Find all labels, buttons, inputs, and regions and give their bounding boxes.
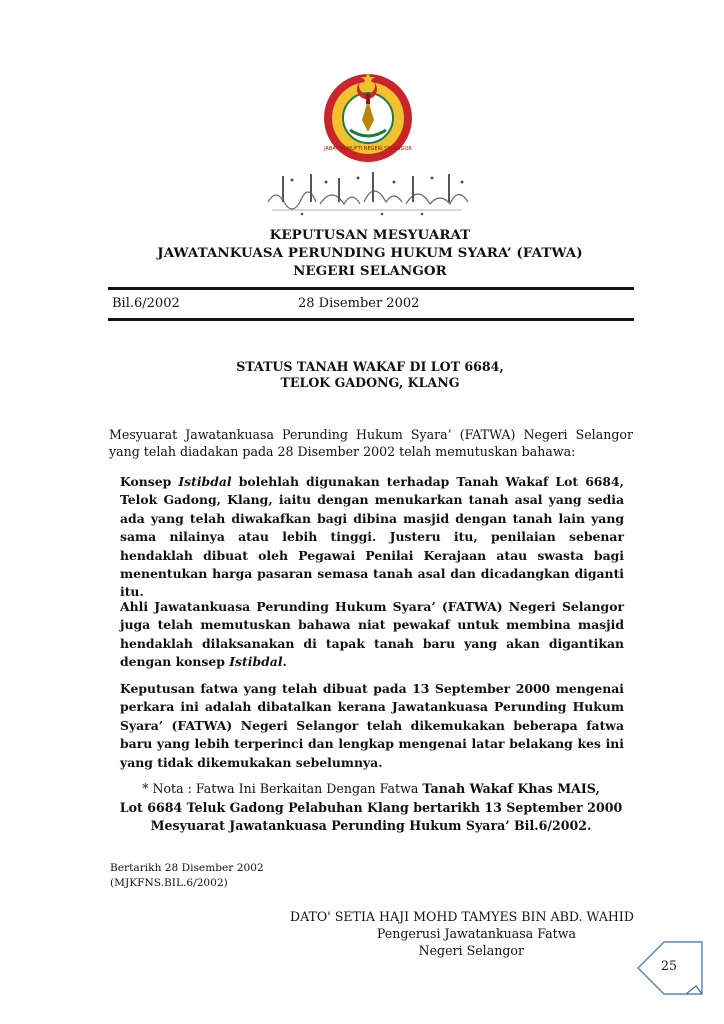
- meeting-date: 28 Disember 2002: [298, 296, 420, 311]
- signatory-state: Negeri Selangor: [418, 943, 524, 958]
- heading-line-2: JAWATANKUASA PERUNDING HUKUM SYARA’ (FATWA): [157, 245, 583, 261]
- bottom-rule: [108, 318, 634, 321]
- note-line-3: Mesyuarat Jawatankuasa Perunding Hukum Syara’ Bil.6/2002.: [150, 818, 592, 833]
- decision-paragraph-1: [120, 473, 624, 602]
- p2-text-after: .: [282, 654, 287, 670]
- heading-line-3: NEGERI SELANGOR: [293, 263, 447, 279]
- p2-istibdal: Istibdal: [229, 654, 283, 670]
- signatory-name: DATO' SETIA HAJI MOHD TAMYES BIN ABD. WAHID: [290, 909, 634, 924]
- jawi-calligraphy-text: [262, 168, 474, 220]
- dated-line: Bertarikh 28 Disember 2002: [110, 862, 264, 874]
- note-line-1: [108, 780, 634, 798]
- subject-title-line-2: TELOK GADONG, KLANG: [280, 375, 460, 390]
- subject-title-line-1: STATUS TANAH WAKAF DI LOT 6684,: [236, 359, 504, 374]
- p1-text-after: bolehlah digunakan terhadap Tanah Wakaf Lot 6684, Telok Gadong, Klang, iaitu dengan menukarkan tanah asal yang sedia ada yang telah diwakafkan bagi dibina masjid dengan tanah lain yang sama nilainya atau lebih tinggi. Justeru itu, penilaian sebenar hendaklah dibuat oleh Pegawai Penilai Kerajaan atau swasta bagi menentukan harga pasaran semasa tanah asal dan dicadangkan diganti itu.: [120, 474, 624, 600]
- decision-paragraph-2: [120, 598, 624, 672]
- decision-paragraph-3: Keputusan fatwa yang telah dibuat pada 13 September 2000 mengenai perkara ini adalah dibatalkan kerana Jawatankuasa Perunding Hukum Syara’ (FATWA) Negeri Selangor telah dikemukakan beberapa fatwa baru yang lebih terperinci dan lengkap mengenai latar belakang kes ini yang tidak dikemukakan sebelumnya.: [120, 681, 624, 770]
- selangor-mufti-crest-icon: [320, 68, 416, 164]
- p1-text-before: Konsep: [120, 474, 179, 489]
- note-prefix: * Nota : Fatwa Ini Berkaitan Dengan Fatwa: [142, 781, 423, 796]
- signatory-position: Pengerusi Jawatankuasa Fatwa: [376, 926, 576, 941]
- bil-number: Bil.6/2002: [112, 296, 180, 311]
- intro-paragraph: Mesyuarat Jawatankuasa Perunding Hukum Syara’ (FATWA) Negeri Selangor yang telah diadakan pada 28 Disember 2002 telah memutuskan bahawa:: [109, 427, 633, 459]
- note-bold: Tanah Wakaf Khas MAIS,: [422, 781, 600, 796]
- top-rule: [108, 287, 634, 290]
- p1-istibdal: Istibdal: [178, 474, 232, 489]
- heading-line-1: KEPUTUSAN MESYUARAT: [269, 227, 471, 243]
- crest-ring-text: JABATAN MUFTI NEGERI SELANGOR: [324, 146, 412, 152]
- note-line-2: Lot 6684 Teluk Gadong Pelabuhan Klang bertarikh 13 September 2000: [119, 800, 623, 815]
- p2-text-before: Ahli Jawatankuasa Perunding Hukum Syara’ (FATWA) Negeri Selangor juga telah memutuskan bahawa niat pewakaf untuk membina masjid hendaklah dilaksanakan di tapak tanah baru yang akan digantikan dengan konsep: [120, 599, 624, 670]
- page-number: 25: [660, 958, 678, 973]
- reference-code: (MJKFNS.BIL.6/2002): [110, 877, 228, 889]
